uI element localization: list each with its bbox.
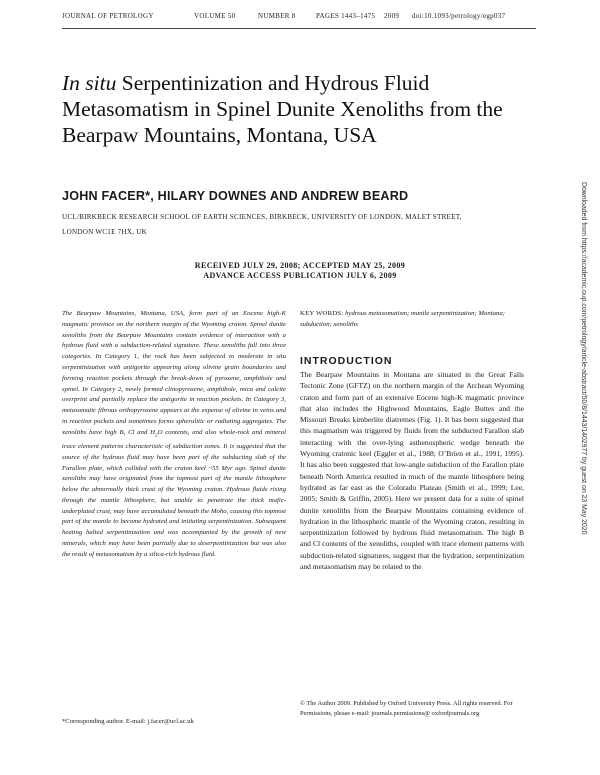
affiliation-line-2: LONDON WC1E 7HX, UK [62, 228, 148, 236]
page-range: PAGES 1443–1475 [316, 12, 376, 20]
introduction-body: The Bearpaw Mountains in Montana are situated in the Great Falls Tectonic Zone (GFTZ) on the northern margin of the Archean Wyoming craton and form part of an extensive Eocene high-K magmatic province that also includes the Highwood Mountains, Eagle Buttes and the Missouri Breaks kimberlite diatremes (Fig. 1). It has been suggested that this magmatism was triggered by fluids from the subducted Farallon slab interacting with the over-lying asthenospheric wedge beneath the Wyoming cratonic keel (Eggler et al., 1988; O’Brien et al., 1991, 1995). It has also been suggested that low-angle subduction of the Farallon plate beneath North America resulted in much of the mantle lithosphere being hydrated as far east as the Colorado Plateau (Smith et al., 1999; Lee, 2005; Smith & Griffin, 2005). Here we present data for a suite of spinel dunite xenoliths from the Bearpaw Mountains containing evidence of hydration in the lithospheric mantle of the Wyoming craton, resulting in serpentinization followed by hydrous fluid metasomatism. The high B and Cl contents of the xenoliths, coupled with trace element patterns with subduction-related signatures, suggest that the hydration, serpentinization and metasomatism may be related to the [300, 370, 524, 572]
affiliation [62, 210, 532, 240]
received-accepted: RECEIVED JULY 29, 2008; ACCEPTED MAY 25, 2009 [194, 261, 406, 270]
corresponding-author-footnote: *Corresponding author. E-mail: j.facer@ucl.ac.uk [62, 718, 194, 725]
publication-dates [62, 261, 538, 281]
volume: VOLUME 50 [194, 12, 236, 20]
introduction-heading: INTRODUCTION [300, 355, 393, 367]
header-divider [62, 28, 536, 29]
issue-number: NUMBER 8 [258, 12, 296, 20]
author-list: JOHN FACER*, HILARY DOWNES AND ANDREW BEARD [62, 189, 409, 203]
keywords-text: hydrous metasomatism; mantle serpentinization; Montana; subduction; xenoliths [300, 310, 506, 328]
keywords-label: KEY WORDS: [300, 310, 344, 317]
affiliation-line-1: UCL/BIRKBECK RESEARCH SCHOOL OF EARTH SCIENCES, BIRKBECK, UNIVERSITY OF LONDON, MALET STREET, [62, 213, 462, 221]
abstract-part-1: The Bearpaw Mountains, Montana, USA, form part of an Eocene high-K magmatic province on the northern margin of the Wyoming craton. Spinel dunite xenoliths from the Bearpaw Mountains contain evidence of interaction with a hydrous fluid with a subduction-related signature. These xenoliths fall into three categories. In Category 1, the rock has been subjected to moderate in situ serpentinization with antigorite appearing along olivine grain boundaries and forming reaction pockets through the break-down of pyroxene, amphibole and spinel. In Category 2, newly formed clinopyroxene, amphibole, mica and calcite overprint and partially replace the antigorite in reaction pockets. In Category 3, metasomatic fibrous orthopyroxene appears at the expense of olivine in veins and in reaction pockets and sometimes forms spherulitic or radiating aggregates. The xenoliths have high B, Cl and H [62, 310, 286, 436]
keywords [300, 309, 524, 331]
abstract-part-2: O contents, and also whole-rock and mineral trace element patterns characteristic of subduction zones. It is suggested that the source of the hydrous fluid may have been part of the subducting slab of the Farallon plate, which collided with the craton keel ~55 Myr ago. Spinel dunite xenoliths may have originated from the topmost part of the mantle lithosphere below the abnormally thick crust of the Wyoming craton. Hydrous fluids rising through the mantle lithosphere, but unable to penetrate the thick mafic-underplated crust, may have accumulated beneath the Moho, causing this topmost part of the mantle to become hydrated and initiating serpentinization. Subsequent heating halted serpentinization and was accompanied by the growth of new minerals, which may have been partially due to deserpentinization but was also the result of metasomatism by a silica-rich hydrous fluid. [62, 428, 286, 558]
title-italic: In situ [62, 71, 117, 95]
advance-access: ADVANCE ACCESS PUBLICATION JULY 6, 2009 [203, 271, 397, 280]
copyright-notice: © The Author 2009. Published by Oxford University Press. All rights reserved. For Permissions, please e-mail: journals.permissions@ oxfordjournals.org [300, 700, 513, 717]
journal-name: JOURNAL OF PETROLOGY [62, 12, 154, 20]
abstract-subscript: 2 [155, 433, 158, 439]
download-watermark-text: Downloaded from https://academic.oup.com/petrology/article-abstract/50/8/1443/1402977 by guest on 23 May 2020 [580, 182, 587, 535]
doi[interactable]: doi:10.1093/petrology/egp037 [412, 12, 506, 20]
abstract [62, 309, 286, 561]
running-header [62, 12, 542, 26]
download-watermark [573, 182, 591, 742]
title-rest: Serpentinization and Hydrous Fluid Metasomatism in Spinel Dunite Xenoliths from the Bearpaw Mountains, Montana, USA [62, 71, 503, 147]
year: 2009 [384, 12, 400, 20]
article-title [62, 70, 532, 148]
